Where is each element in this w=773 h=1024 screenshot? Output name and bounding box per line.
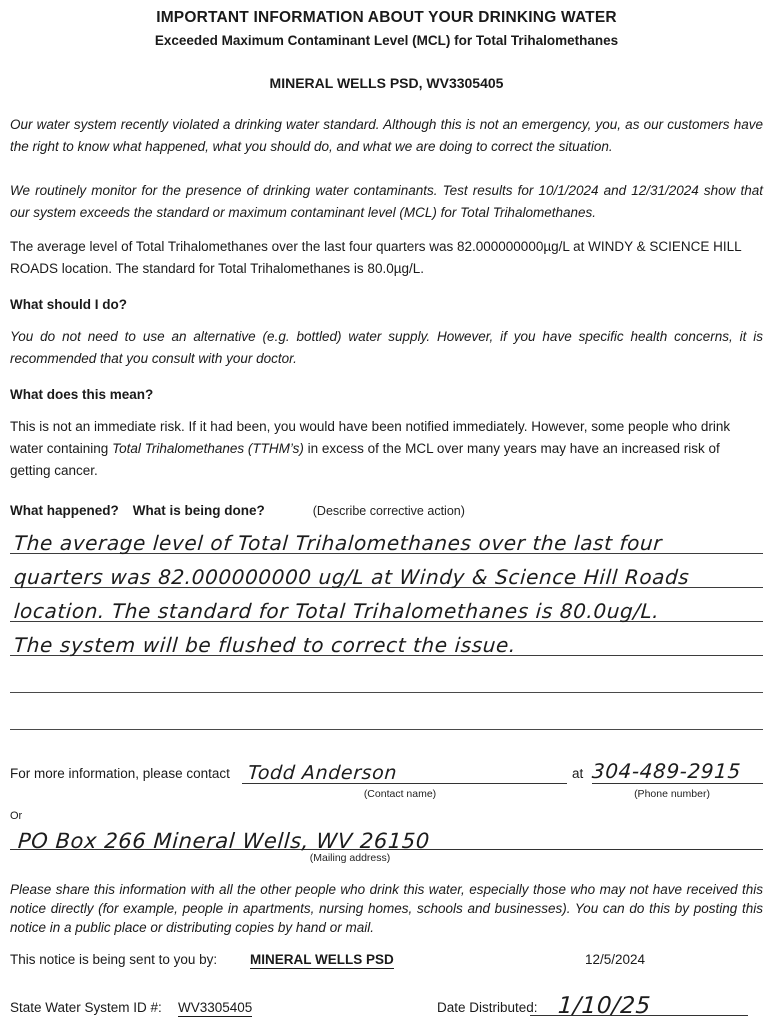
document-subtitle: Exceeded Maximum Contaminant Level (MCL) for Total Trihalomethanes — [154, 33, 619, 48]
contact-name-handwritten: Todd Anderson — [247, 762, 398, 784]
corrective-action-handwritten-block — [10, 520, 763, 730]
describe-corrective-action-label: (Describe corrective action) — [312, 504, 465, 518]
heading-what-does-this-mean: What does this mean? — [10, 387, 154, 402]
mean-text-before: This is not an immediate risk. If it had been, you would have been notified immediately. However, some people who drink water containing — [10, 419, 731, 456]
handwritten-text: location. The standard for Total Trihalomethanes is 80.0ug/L. — [13, 599, 661, 623]
mean-text-italic: Total Trihalomethanes (TTHM’s) — [112, 441, 304, 456]
empty-ruled-line — [10, 656, 763, 693]
water-system-name: MINERAL WELLS PSD, WV3305405 — [269, 75, 504, 91]
contact-phone-handwritten: 304-489-2915 — [591, 759, 742, 783]
sent-by-value: MINERAL WELLS PSD — [250, 952, 394, 967]
mailing-address-caption: (Mailing address) — [309, 852, 391, 864]
phone-number-caption: (Phone number) — [634, 788, 710, 800]
share-information-paragraph: Please share this information with all the other people who drink this water, especially those who may not have received this notice directly (for example, people in apartments, nursing homes, schools and businesses). You can do this by posting this notice in a public place or distributing copies by hand or mail. — [10, 882, 763, 935]
system-id-label: State Water System ID #: — [10, 1000, 162, 1015]
corrective-action-questions — [10, 502, 763, 520]
or-label: Or — [10, 810, 23, 822]
mean-text-after: in excess of the MCL over many years may have an increased risk of getting cancer. — [10, 441, 720, 478]
handwritten-line — [10, 520, 763, 554]
question-what-happened: What happened? — [10, 503, 119, 518]
what-does-this-mean-paragraph — [10, 416, 763, 482]
contaminant-level-paragraph: The average level of Total Trihalomethanes over the last four quarters was 82.000000000µg/L at WINDY & SCIENCE HILL ROADS location. The standard for Total Trihalomethanes is 80.0µg/L. — [10, 239, 742, 276]
contact-prefix-label: For more information, please contact — [10, 766, 230, 781]
contact-section — [10, 746, 763, 808]
date-distributed-field — [530, 974, 748, 1019]
handwritten-text: The average level of Total Trihalomethanes over the last four — [13, 531, 664, 555]
contact-phone-field — [592, 746, 763, 784]
heading-what-should-i-do: What should I do? — [10, 297, 127, 312]
contact-name-field — [242, 746, 567, 784]
date-distributed-label: Date Distributed: — [437, 1000, 538, 1015]
contact-at-label: at — [572, 766, 584, 781]
notice-date: 12/5/2024 — [585, 952, 646, 967]
question-what-is-being-done: What is being done? — [132, 503, 265, 518]
handwritten-line — [10, 588, 763, 622]
mailing-address-handwritten: PO Box 266 Mineral Wells, WV 26150 — [17, 829, 431, 853]
contact-name-caption: (Contact name) — [363, 788, 437, 800]
handwritten-line — [10, 554, 763, 588]
handwritten-line — [10, 622, 763, 656]
handwritten-text: The system will be flushed to correct the issue. — [13, 633, 517, 657]
system-id-value: WV3305405 — [178, 1000, 253, 1015]
monitoring-paragraph: We routinely monitor for the presence of drinking water contaminants. Test results for 10/1/2024 and 12/31/2024 show that our system exceeds the standard or maximum contaminant level (MCL) for Total Trihalomethanes. — [10, 183, 763, 220]
date-distributed-handwritten: 1/10/25 — [557, 993, 652, 1019]
document-title: IMPORTANT INFORMATION ABOUT YOUR DRINKING WATER — [156, 9, 617, 26]
what-should-i-do-paragraph: You do not need to use an alternative (e.g. bottled) water supply. However, if you have specific health concerns, it is recommended that you consult with your doctor. — [10, 329, 763, 366]
intro-paragraph: Our water system recently violated a drinking water standard. Although this is not an emergency, you, as our customers have the right to know what happened, what you should do, and what we are doing to correct the situation. — [10, 117, 763, 154]
mailing-address-field — [10, 810, 763, 853]
mailing-address-section — [10, 810, 763, 866]
handwritten-text: quarters was 82.000000000 ug/L at Windy & Science Hill Roads — [13, 565, 691, 589]
sent-by-label: This notice is being sent to you by: — [10, 952, 218, 967]
empty-ruled-line — [10, 693, 763, 730]
system-id-row — [10, 988, 763, 1024]
notice-sender-row — [10, 952, 763, 972]
